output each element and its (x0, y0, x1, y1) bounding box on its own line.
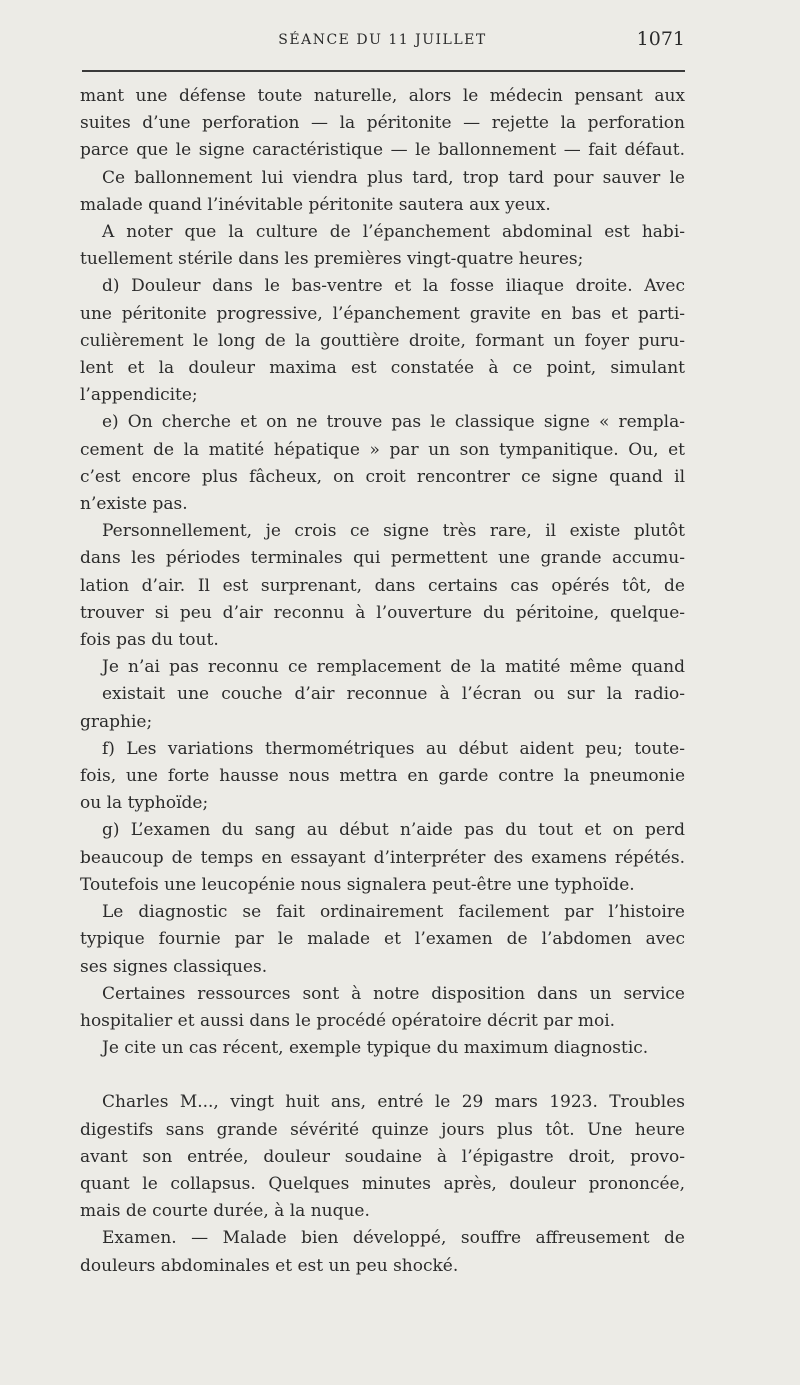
text-line: Ce ballonnement lui viendra plus tard, trop tard pour sauver le (102, 167, 685, 188)
text-line: n’existe pas. (80, 494, 188, 515)
text-line: Je n’ai pas reconnu ce remplacement de la matité même quand (102, 657, 685, 678)
text-line: lation d’air. Il est surprenant, dans certains cas opérés tôt, de (80, 575, 685, 596)
text-line: ou la typhoïde; (80, 793, 209, 814)
text-line: c’est encore plus fâcheux, on croit rencontrer ce signe quand il (80, 466, 685, 487)
text-line: malade quand l’inévitable péritonite sautera aux yeux. (80, 194, 551, 215)
text-line: suites d’une perforation — la péritonite — rejette la perforation (80, 113, 685, 134)
body-text (80, 83, 685, 1280)
paragraph-gap (80, 1062, 685, 1089)
text-line: digestifs sans grande sévérité quinze jours plus tôt. Une heure (80, 1119, 685, 1140)
text-line: hospitalier et aussi dans le procédé opératoire décrit par moi. (80, 1010, 616, 1031)
text-line: parce que le signe caractéristique — le ballonnement — fait défaut. (80, 140, 685, 161)
text-line: culièrement le long de la gouttière droite, formant un foyer puru- (80, 330, 685, 351)
text-line: cement de la matité hépatique » par un son tympanitique. Ou, et (80, 439, 685, 460)
text-line: Examen. — Malade bien développé, souffre affreusement de (102, 1228, 685, 1249)
text-line: typique fournie par le malade et l’examen de l’abdomen avec (80, 929, 685, 950)
text-line: A noter que la culture de l’épanchement abdominal est habi- (102, 222, 685, 243)
text-line: lent et la douleur maxima est constatée à ce point, simulant (80, 358, 685, 379)
text-line: Charles M..., vingt huit ans, entré le 29 mars 1923. Troubles (102, 1092, 685, 1113)
text-line: mais de courte durée, à la nuque. (80, 1201, 370, 1222)
text-line: trouver si peu d’air reconnu à l’ouverture du péritoine, quelque- (80, 602, 685, 623)
text-line: g) L’examen du sang au début n’aide pas du tout et on perd (102, 820, 685, 841)
text-line: Toutefois une leucopénie nous signalera peut-être une typhoïde. (80, 874, 635, 895)
text-line: tuellement stérile dans les premières vingt-quatre heures; (80, 249, 584, 270)
text-line: douleurs abdominales et est un peu shocké. (80, 1255, 459, 1276)
text-line: d) Douleur dans le bas-ventre et la fosse iliaque droite. Avec (102, 276, 685, 297)
text-line: quant le collapsus. Quelques minutes après, douleur prononcée, (80, 1173, 685, 1194)
text-line: f) Les variations thermométriques au début aident peu; toute- (102, 738, 685, 759)
running-title: SÉANCE DU 11 JUILLET (278, 32, 487, 48)
text-line: Personnellement, je crois ce signe très rare, il existe plutôt (102, 521, 685, 542)
running-header (80, 28, 685, 52)
text-line: Le diagnostic se fait ordinairement facilement par l’histoire (102, 902, 685, 923)
text-line: mant une défense toute naturelle, alors le médecin pensant aux (80, 86, 685, 106)
text-line: fois, une forte hausse nous mettra en garde contre la pneumonie (80, 766, 685, 787)
text-line: beaucoup de temps en essayant d’interpréter des examens répétés. (80, 847, 685, 868)
text-line: ses signes classiques. (80, 956, 268, 977)
text-line: existait une couche d’air reconnue à l’écran ou sur la radio- (102, 684, 685, 705)
text-line: Certaines ressources sont à notre disposition dans un service (102, 983, 685, 1004)
text-line: avant son entrée, douleur soudaine à l’épigastre droit, provo- (80, 1146, 685, 1167)
page-number: 1071 (636, 28, 685, 50)
text-line: dans les périodes terminales qui permettent une grande accumu- (80, 548, 685, 569)
text-line: e) On cherche et on ne trouve pas le classique signe « rempla- (102, 412, 685, 433)
text-line: graphie; (80, 711, 153, 732)
text-line: Je cite un cas récent, exemple typique du maximum diagnostic. (102, 1038, 649, 1059)
text-line: l’appendicite; (80, 385, 198, 406)
text-line: fois pas du tout. (80, 630, 219, 651)
text-line: une péritonite progressive, l’épanchement gravite en bas et parti- (80, 303, 685, 324)
header-rule (82, 70, 685, 72)
